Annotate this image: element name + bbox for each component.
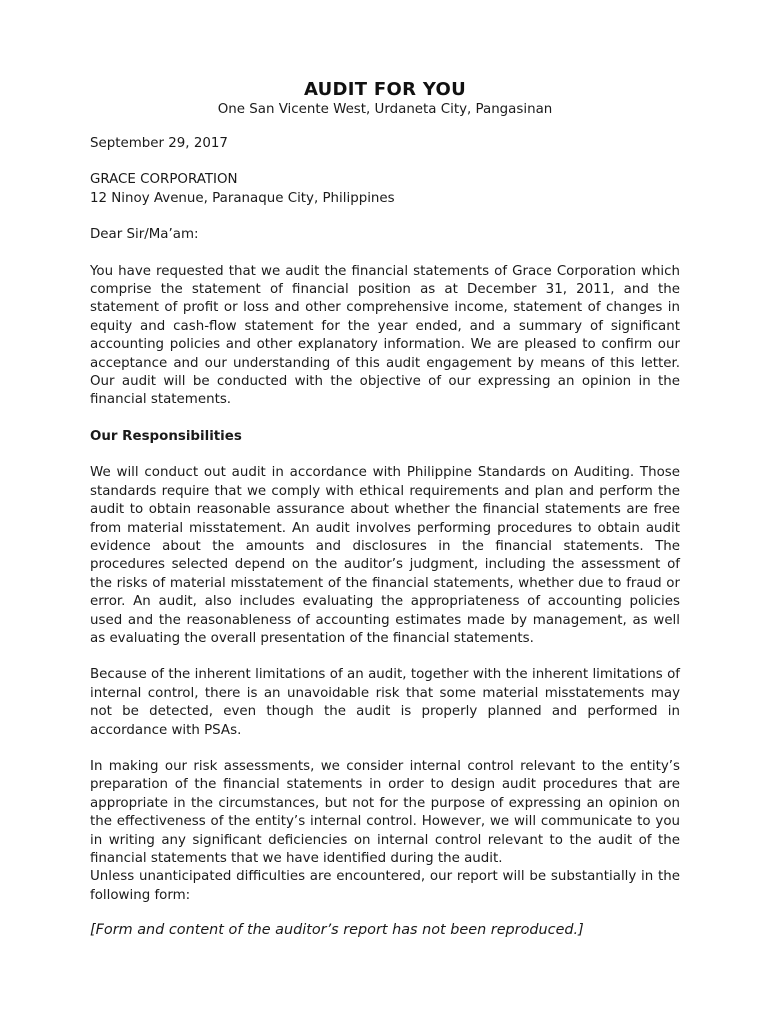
- risk-assessment-paragraph: In making our risk assessments, we consider internal control relevant to the entity’s preparation of the financial statements in order to design audit procedures that are appropriate in the circumstances, but not for the purpose of expressing an opinion on the effectiveness of the entity’s internal control. However, we will communicate to you in writing any significant deficiencies on internal control relevant to the audit of the financial statements that we have identified during the audit.: [90, 758, 680, 866]
- report-form-paragraph: Unless unanticipated difficulties are encountered, our report will be substantially in the following form:: [90, 869, 680, 903]
- limitations-paragraph: Because of the inherent limitations of an audit, together with the inherent limitations of internal control, there is an unavoidable risk that some material misstatements may not be detected, even though the audit is properly planned and performed in accordance with PSAs.: [90, 667, 680, 738]
- letter-date: September 29, 2017: [90, 136, 228, 151]
- letterhead: [90, 0, 680, 119]
- firm-address: One San Vicente West, Urdaneta City, Pangasinan: [217, 102, 553, 117]
- section-heading-responsibilities: Our Responsibilities: [90, 428, 242, 444]
- salutation: Dear Sir/Ma’am:: [90, 227, 199, 243]
- recipient-block: [90, 171, 680, 208]
- responsibilities-paragraph: We will conduct out audit in accordance with Philippine Standards on Auditing. Those standards require that we comply with ethical requirements and plan and perform the audit to obtain reasonable assurance about whether the financial statements are free from material misstatement. An audit involves performing procedures to obtain audit evidence about the amounts and disclosures in the financial statements. The procedures selected depend on the auditor’s judgment, including the assessment of the risks of material misstatement of the financial statements, whether due to fraud or error. An audit, also includes evaluating the appropriateness of accounting policies used and the reasonableness of accounting estimates made by management, as well as evaluating the overall presentation of the financial statements.: [90, 465, 680, 646]
- recipient-name: GRACE CORPORATION: [90, 172, 238, 188]
- recipient-address: 12 Ninoy Avenue, Paranaque City, Philippines: [90, 190, 395, 206]
- firm-name: AUDIT FOR YOU: [303, 79, 467, 100]
- intro-paragraph: You have requested that we audit the financial statements of Grace Corporation which comprise the statement of financial position as at December 31, 2011, and the statement of profit or loss and other comprehensive income, statement of changes in equity and cash-flow statement for the year ended, and a summary of significant accounting policies and other explanatory information. We are pleased to confirm our acceptance and our understanding of this audit engagement by means of this letter. Our audit will be conducted with the objective of our expressing an opinion in the financial statements.: [90, 263, 680, 408]
- report-form-note: [Form and content of the auditor’s report has not been reproduced.]: [90, 922, 584, 939]
